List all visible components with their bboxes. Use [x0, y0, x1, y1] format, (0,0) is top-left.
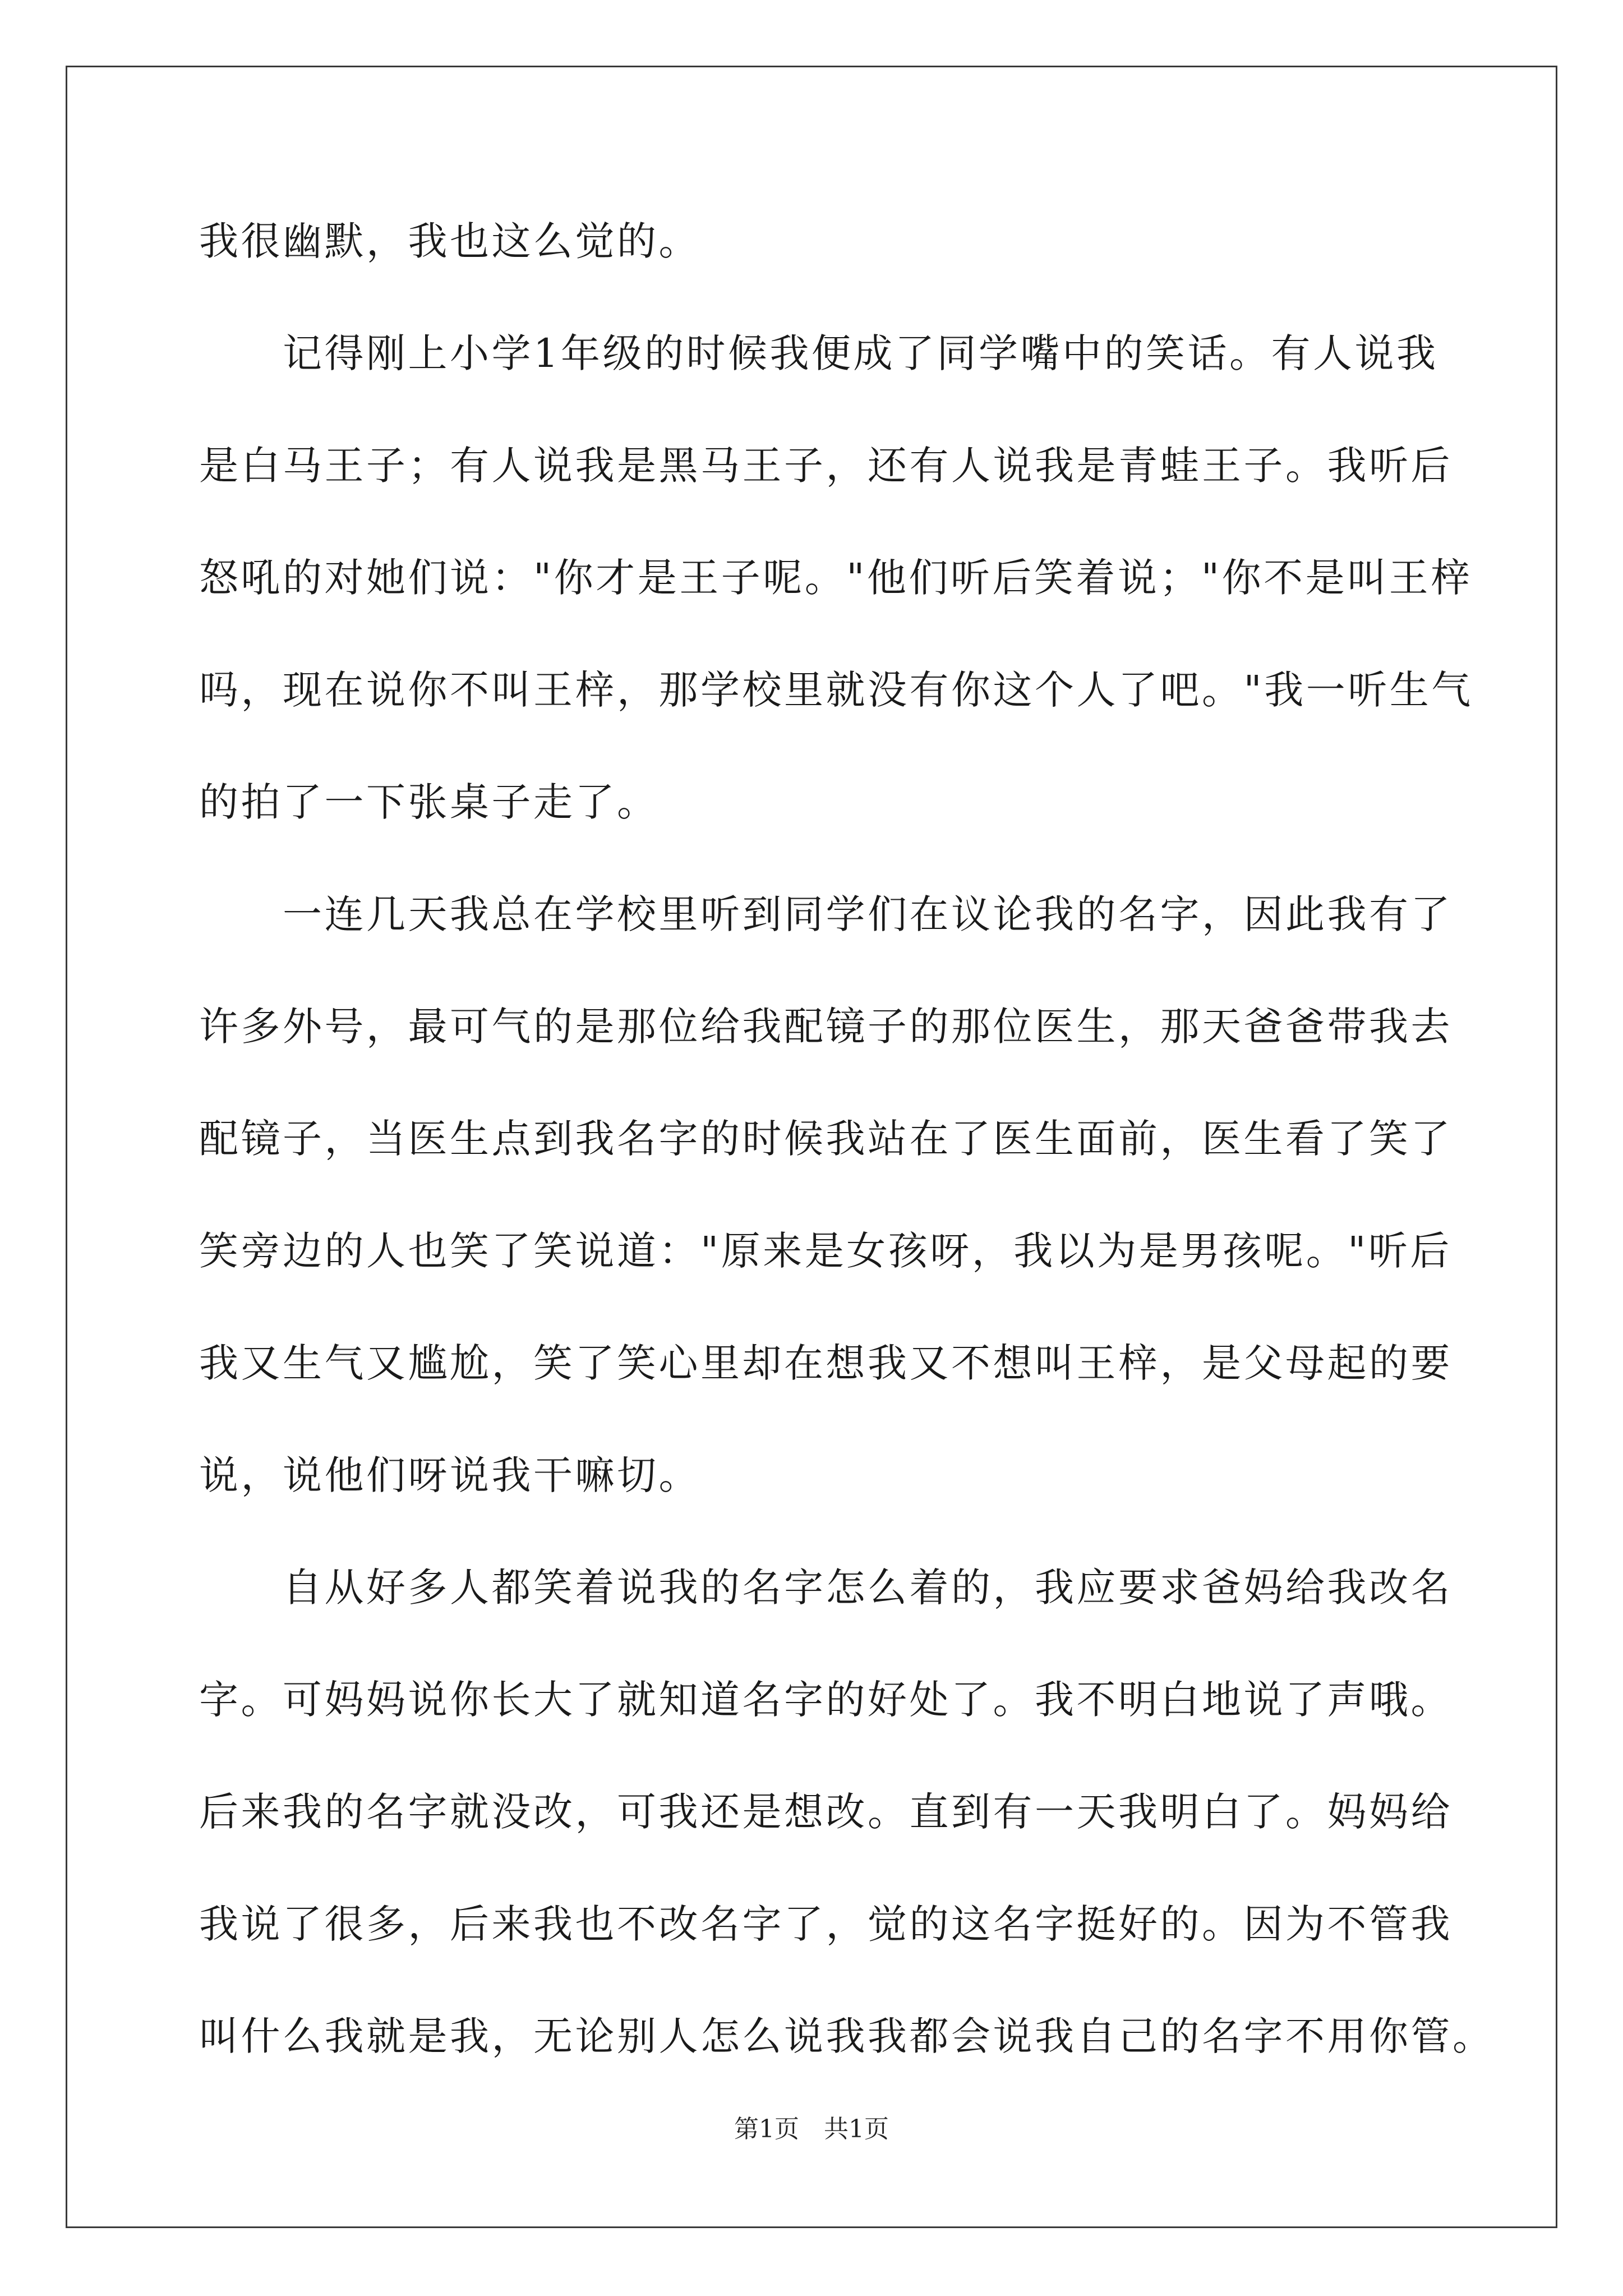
text-line: 的拍了一下张桌子走了。 — [199, 779, 659, 825]
text-line: 我很幽默，我也这么觉的。 — [199, 218, 700, 264]
text-line: 记得刚上小学1年级的时候我便成了同学嘴中的笑话。有人说我 — [199, 330, 1438, 376]
text-line: 我又生气又尴尬，笑了笑心里却在想我又不想叫王梓，是父母起的要 — [199, 1340, 1453, 1386]
text-line: 许多外号，最可气的是那位给我配镜子的那位医生，那天爸爸带我去 — [199, 1004, 1453, 1050]
text-line: 配镜子，当医生点到我名字的时候我站在了医生面前，医生看了笑了 — [199, 1116, 1453, 1162]
text-line: 我说了很多，后来我也不改名字了，觉的这名字挺好的。因为不管我 — [199, 1901, 1453, 1947]
text-line: 一连几天我总在学校里听到同学们在议论我的名字，因此我有了 — [199, 891, 1453, 937]
text-line: 怒吼的对她们说："你才是王子呢。"他们听后笑着说；"你不是叫王梓 — [199, 555, 1473, 601]
text-line: 是白马王子；有人说我是黑马王子，还有人说我是青蛙王子。我听后 — [199, 443, 1453, 489]
text-line: 叫什么我就是我，无论别人怎么说我我都会说我自己的名字不用你管。 — [199, 2013, 1495, 2059]
text-line: 说，说他们呀说我干嘛切。 — [199, 1452, 700, 1498]
text-line: 笑旁边的人也笑了笑说道："原来是女孩呀，我以为是男孩呢。"听后 — [199, 1228, 1452, 1274]
text-line: 自从好多人都笑着说我的名字怎么着的，我应要求爸妈给我改名 — [199, 1565, 1453, 1611]
text-line: 吗，现在说你不叫王梓，那学校里就没有你这个人了吧。"我一听生气 — [199, 667, 1473, 713]
text-line: 字。可妈妈说你长大了就知道名字的好处了。我不明白地说了声哦。 — [199, 1677, 1453, 1723]
text-line: 后来我的名字就没改，可我还是想改。直到有一天我明白了。妈妈给 — [199, 1789, 1453, 1835]
page-number-footer: 第1页 共1页 — [734, 2115, 889, 2143]
